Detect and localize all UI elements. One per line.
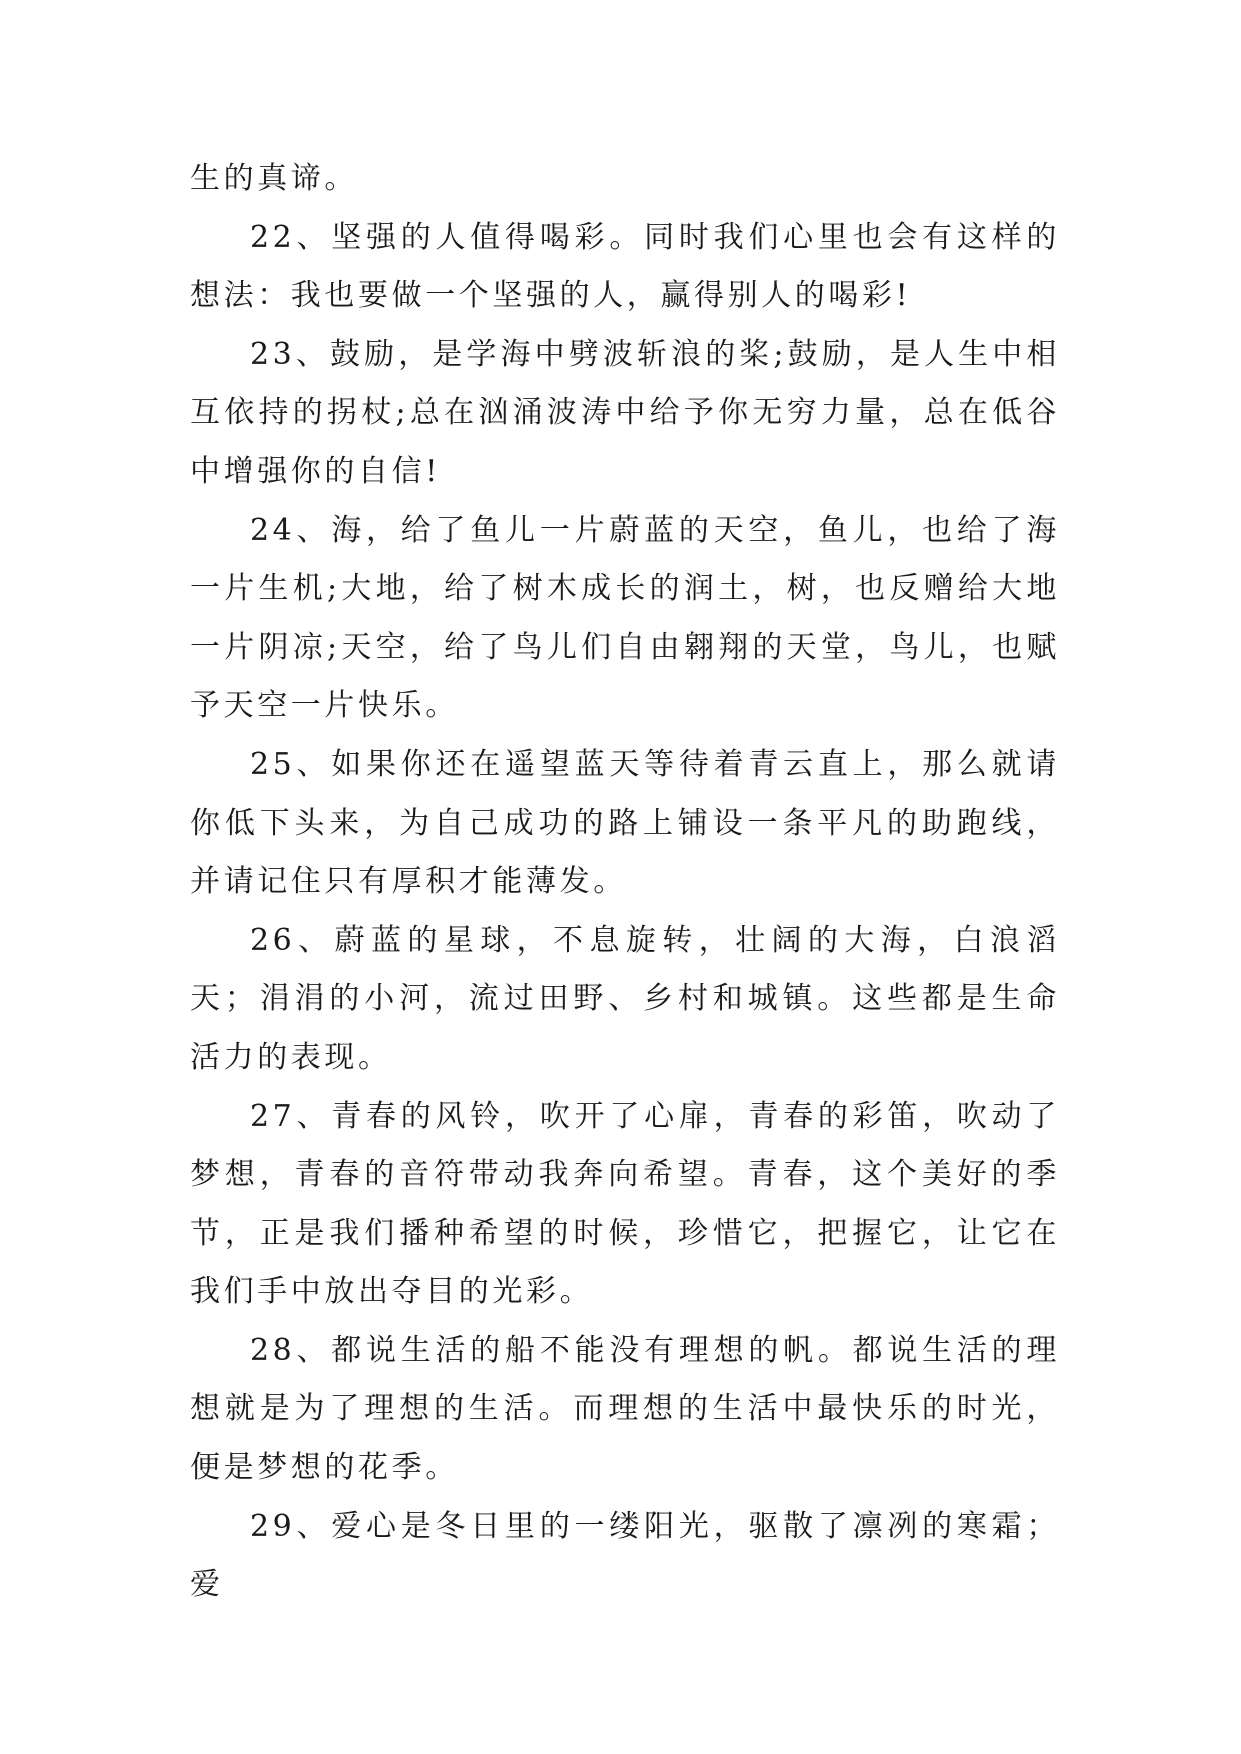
paragraph-26: 26、蔚蓝的星球，不息旋转，壮阔的大海，白浪滔天；涓涓的小河，流过田野、乡村和城镇。这些都是生命活力的表现。 [190, 922, 1060, 1075]
paragraph-23: 23、鼓励，是学海中劈波斩浪的桨;鼓励，是人生中相互依持的拐杖;总在汹涌波涛中给予你无穷力量，总在低谷中增强你的自信! [190, 336, 1060, 489]
paragraph-24: 24、海，给了鱼儿一片蔚蓝的天空，鱼儿，也给了海一片生机;大地，给了树木成长的润土，树，也反赠给大地一片阴凉;天空，给了鸟儿们自由翱翔的天堂，鸟儿，也赋予天空一片快乐。 [190, 512, 1060, 724]
paragraph-27: 27、青春的风铃，吹开了心扉，青春的彩笛，吹动了梦想，青春的音符带动我奔向希望。青春，这个美好的季节，正是我们播种希望的时候，珍惜它，把握它，让它在我们手中放出夺目的光彩。 [190, 1098, 1060, 1310]
paragraph-22: 22、坚强的人值得喝彩。同时我们心里也会有这样的想法：我也要做一个坚强的人，赢得别人的喝彩! [190, 219, 1060, 314]
paragraph-28: 28、都说生活的船不能没有理想的帆。都说生活的理想就是为了理想的生活。而理想的生活中最快乐的时光，便是梦想的花季。 [190, 1332, 1060, 1486]
paragraph-continuation: 生的真谛。 [190, 161, 358, 196]
document-body [190, 150, 1060, 1615]
paragraph-29: 29、爱心是冬日里的一缕阳光，驱散了凛冽的寒霜；爱 [190, 1508, 1060, 1603]
paragraph-25: 25、如果你还在遥望蓝天等待着青云直上，那么就请你低下头来，为自己成功的路上铺设一条平凡的助跑线，并请记住只有厚积才能薄发。 [190, 746, 1060, 900]
